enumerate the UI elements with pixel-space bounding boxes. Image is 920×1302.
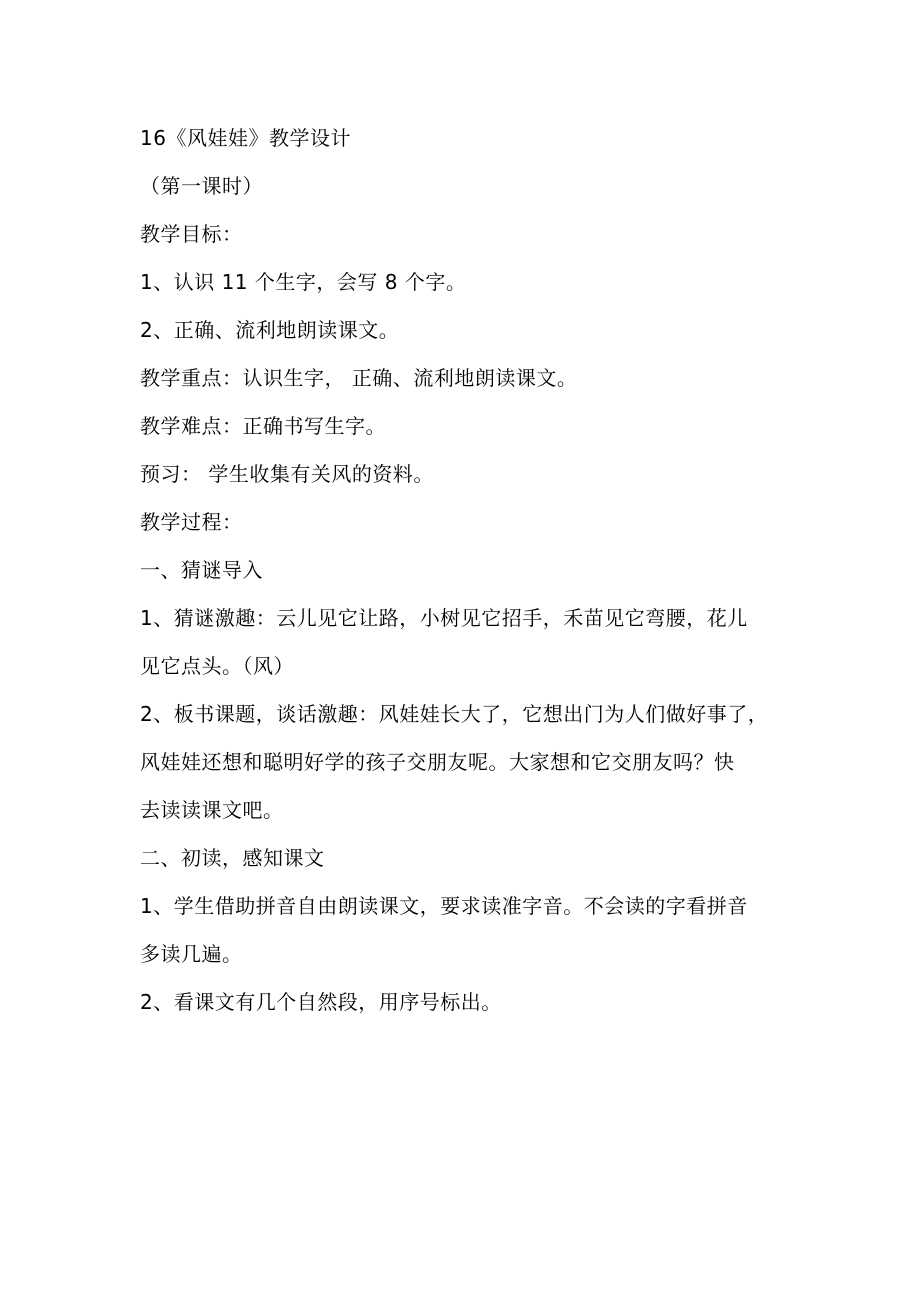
objective-1: 1、认识 11 个生字，会写 8 个字。 (140, 270, 467, 294)
section-2-heading: 二、初读，感知课文 (140, 846, 325, 870)
section-2-item-2: 2、看课文有几个自然段，用序号标出。 (140, 990, 502, 1014)
objective-2: 2、正确、流利地朗读课文。 (140, 318, 400, 342)
difficulty: 教学难点：正确书写生字。 (140, 414, 386, 438)
section-1-item-1-line-1: 1、猜谜激趣：云儿见它让路，小树见它招手，禾苗见它弯腰，花儿 (140, 606, 748, 630)
process-heading: 教学过程： (140, 510, 243, 534)
lesson-label: （第一课时） (140, 174, 263, 198)
section-1-item-2-line-1: 2、板书课题，谈话激趣：风娃娃长大了，它想出门为人们做好事了， (140, 702, 769, 726)
section-1-item-2-line-3: 去读读课文吧。 (140, 798, 284, 822)
document-title: 16《风娃娃》教学设计 (140, 126, 351, 150)
preview: 预习： 学生收集有关风的资料。 (140, 462, 434, 486)
section-2-item-1-line-2: 多读几遍。 (140, 942, 243, 966)
section-1-heading: 一、猜谜导入 (140, 558, 263, 582)
section-1-item-2-line-2: 风娃娃还想和聪明好学的孩子交朋友呢。大家想和它交朋友吗？快 (140, 750, 735, 774)
document-body (140, 114, 800, 1026)
key-point: 教学重点：认识生字， 正确、流利地朗读课文。 (140, 366, 578, 390)
section-1-item-1-line-2: 见它点头。（风） (140, 654, 294, 678)
section-2-item-1-line-1: 1、学生借助拼音自由朗读课文，要求读准字音。不会读的字看拼音 (140, 894, 748, 918)
objectives-heading: 教学目标： (140, 222, 243, 246)
